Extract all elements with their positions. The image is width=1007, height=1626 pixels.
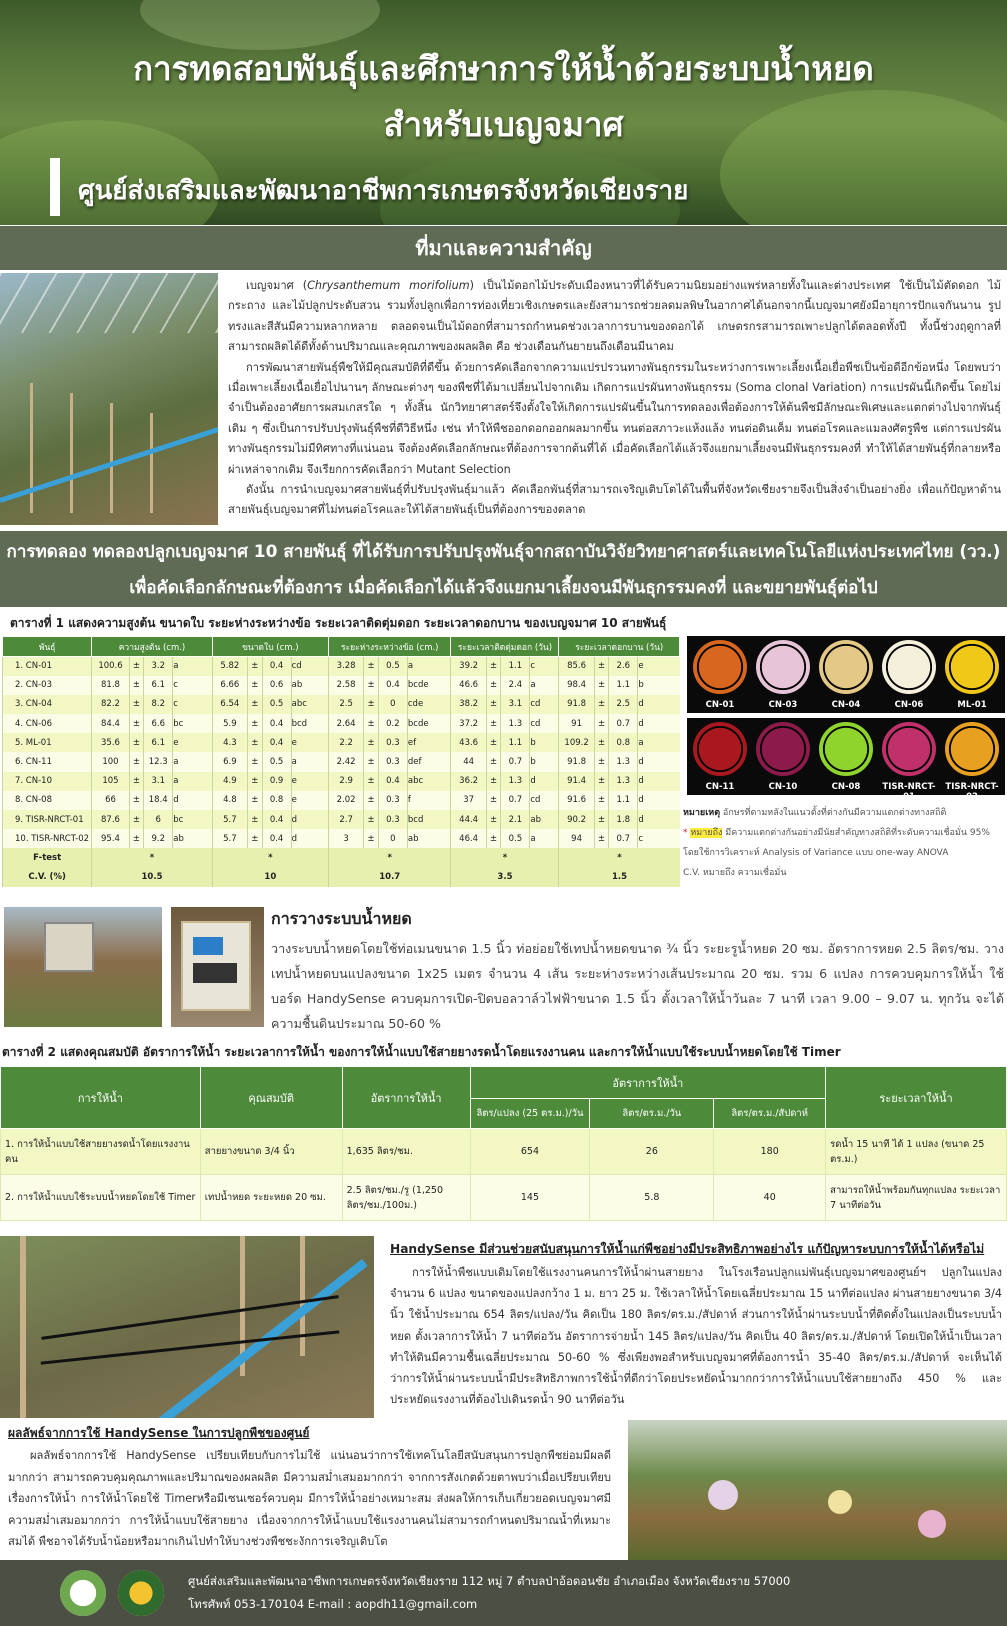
flower-label: CN-03 [768, 700, 798, 710]
table-row: 4. CN-06 84.4 ± 6.6 bc 5.9 ± 0.4 bcd 2.64 ± 0.2 bcde 37.2 ± 1.3 cd 91 ± 0.7 d [3, 714, 680, 733]
table1-caption: ตารางที่ 1 แสดงความสูงต้น ขนาดใบ ระยะห่างระหว่างข้อ ระยะเวลาติดตุ่มดอก ระยะเวลาดอกบาน ของเบญจมาศ 10 สายพันธุ์ [10, 616, 667, 630]
flower-cn-04-icon [819, 640, 873, 694]
table-summary-row: F-test * * * * * [3, 848, 680, 867]
table2-caption: ตารางที่ 2 แสดงคุณสมบัติ อัตราการให้น้ำ ระยะเวลาการให้น้ำ ของการให้น้ำแบบใช้สายยางรดน้ำโดยแรงงานคน และการให้น้ำแบบใช้ระบบน้ำหยดโดยใช้ Timer [2, 1045, 841, 1059]
t1-header-variety: พันธุ์ [3, 637, 92, 657]
note-label: หมายเหตุ [683, 808, 721, 818]
t2-header-duration: ระยะเวลาให้น้ำ [826, 1067, 1007, 1129]
footer-address: ศูนย์ส่งเสริมและพัฒนาอาชีพการเกษตรจังหวัดเชียงราย 112 หมู่ 7 ตำบลป่าอ้อดอนชัย อำเภอเมือง จังหวัดเชียงราย 57000 [188, 1574, 791, 1588]
control-box-photo [171, 907, 264, 1027]
page-title: การทดสอบพันธุ์และศึกษาการให้น้ำด้วยระบบน้ำหยด [133, 49, 874, 88]
subtitle-accent-bar [50, 158, 60, 216]
footer [0, 1560, 1007, 1626]
table1-notes: หมายเหตุ อักษรที่ตามหลังในแนวตั้งที่ต่างกันมีความแตกต่างทางสถิติ * หมายถึง มีความแตกต่างกันอย่างมีนัยสำคัญทางสถิติที่ระดับความเชื่อมั่น 95% โดยใช้การวิเคราะห์ Analysis of Variance แบบ one-way ANOVA C.V. หมายถึง ความเชื่อมั่น [683, 808, 990, 878]
table-row: 1. CN-01 100.6 ± 3.2 a 5.82 ± 0.4 cd 3.28 ± 0.5 a 39.2 ± 1.1 c 85.6 ± 2.6 e [3, 657, 680, 676]
experiment-line-1: การทดลอง ทดลองปลูกเบญจมาศ 10 สายพันธุ์ ที่ได้รับการปรับปรุงพันธุ์จากสถาบันวิจัยวิทยาศาสตร์และเทคโนโลยีแห่งประเทศไทย (วว.) [6, 542, 1001, 562]
t2-subheader-per-sqm-day: ลิตร/ตร.ม./วัน [590, 1099, 714, 1129]
flower-cn-03-icon [756, 640, 810, 694]
table-row: 10. TISR-NRCT-02 95.4 ± 9.2 ab 5.7 ± 0.4 d 3 ± 0 ab 46.4 ± 0.5 a 94 ± 0.7 c [3, 829, 680, 848]
footer-contact: โทรศัพท์ 053-170104 E-mail : aopdh11@gmail.com [188, 1597, 478, 1611]
flower-cn-10-icon [756, 722, 810, 776]
table-row: 9. TISR-NRCT-01 87.6 ± 6 bc 5.7 ± 0.4 d 2.7 ± 0.3 bcd 44.4 ± 2.1 ab 90.2 ± 1.8 d [3, 810, 680, 829]
handysense-text: การให้น้ำพืชแบบเดิมโดยใช้แรงงานคนการให้น้ำผ่านสายยาง ในโรงเรือนปลูกแม่พันธุ์เบญจมาศของศูนย์ฯ ปลูกในแปลงจำนวน 6 แปลง ขนาดของแปลงกว้าง 1 ม. ยาว 25 ม. ใช้เวลาให้น้ำโดยเฉลี่ยประมาณ 15 นาทีต่อแปลง ผ่านสายยางขนาด 3/4 นิ้ว ใช้น้ำประมาณ 654 ลิตร/แปลง/วัน คิดเป็น 180 ลิตร/ตร.ม./สัปดาห์ ส่วนการให้น้ำผ่านระบบน้ำที่ติดตั้งในแปลงเป็นระบบน้ำหยด ตั้งเวลาการให้น้ำ 7 นาทีต่อวัน อัตราการจ่ายน้ำ 145 ลิตร/แปลง/วัน คิดเป็น 40 ลิตร/ตร.ม./สัปดาห์ โดยเปิดให้น้ำเป็นเวลาทำให้ดินมีความชื้นเฉลี่ยประมาณ 50-60 % ซึ่งเพียงพอสำหรับเบญจมาศที่ต้องการน้ำ 35-40 ลิตร/ตร.ม./สัปดาห์ จะเห็นได้ว่าการให้น้ำผ่านระบบน้ำมีประสิทธิภาพการใช้น้ำที่ดีกว่าโดยประหยัดน้ำมากกว่าการให้น้ำแบบใช้สายยางถึง 450 % และประหยัดแรงงานที่ต้องไปเดินรดน้ำ 90 นาทีต่อวัน [390, 1266, 1002, 1407]
table1 [2, 636, 680, 887]
flower-label: CN-06 [894, 700, 924, 710]
t2-header-rate: อัตราการให้น้ำ [342, 1067, 470, 1129]
flower-label: CN-01 [705, 700, 735, 710]
center-logo-icon [118, 1570, 164, 1616]
handysense-heading: HandySense มีส่วนช่วยสนับสนุนการให้น้ำแก่พืชอย่างมีประสิทธิภาพอย่างไร แก้ปัญหาระบบการให้น้ำได้หรือไม่ [390, 1242, 985, 1256]
garden-photo [628, 1420, 1007, 1560]
t2-header-rate-group: อัตราการให้น้ำ [470, 1067, 826, 1099]
flower-label: CN-11 [705, 782, 735, 792]
t1-header-internode: ระยะห่างระหว่างข้อ (cm.) [328, 637, 451, 657]
flower-tisr-nrct-02-icon [945, 722, 999, 776]
experiment-banner [0, 531, 1007, 607]
t2-subheader-per-plot: ลิตร/แปลง (25 ตร.ม.)/วัน [470, 1099, 590, 1129]
t1-header-leaf: ขนาดใบ (cm.) [212, 637, 328, 657]
drip-field-photo [4, 907, 162, 1027]
t1-header-budding: ระยะเวลาติดตุ่มดอก (วัน) [451, 637, 559, 657]
table-row: 1. การให้น้ำแบบใช้สายยางรดน้ำโดยแรงงานคน สายยางขนาด 3/4 นิ้ว 1,635 ลิตร/ชม. 654 26 180 รดน้ำ 15 นาที ได้ 1 แปลง (ขนาด 25 ตร.ม.) [1, 1129, 1007, 1175]
t1-header-bloom: ระยะเวลาดอกบาน (วัน) [559, 637, 680, 657]
drip-text: วางระบบน้ำหยดโดยใช้ท่อเมนขนาด 1.5 นิ้ว ท่อย่อยใช้เทปน้ำหยดขนาด ¾ นิ้ว ระยะรูน้ำหยด 20 ซม. อัตราการหยด 2.5 ลิตร/ชม. วางเทปน้ำหยดบนแปลงขนาด 1x25 เมตร จำนวน 4 เส้น ระยะห่างระหว่างเส้นประมาณ 20 ซม. รวม 6 แปลง การควบคุมการให้น้ำ ใช้บอร์ด HandySense ควบคุมการเปิด-ปิดบอลวาล์วไฟฟ้าขนาด 1.5 นิ้ว ตั้งเวลาให้น้ำวันละ 7 นาที เวลา 9.00 – 9.07 น. ทุกวัน จะได้ความชื้นดินประมาณ 50-60 % [271, 941, 1004, 1031]
flower-label: TISR-NRCT-01 [882, 782, 936, 802]
table-row: 5. ML-01 35.6 ± 6.1 e 4.3 ± 0.4 e 2.2 ± 0.3 ef 43.6 ± 1.1 b 109.2 ± 0.8 a [3, 733, 680, 752]
background-heading: ที่มาและความสำคัญ [0, 226, 1007, 270]
flower-label: ML-01 [957, 700, 987, 710]
table-row: 3. CN-04 82.2 ± 8.2 c 6.54 ± 0.5 abc 2.5 ± 0 cde 38.2 ± 3.1 cd 91.8 ± 2.5 d [3, 695, 680, 714]
department-seal-icon [60, 1570, 106, 1616]
flower-label: CN-08 [831, 782, 861, 792]
flower-label: CN-04 [831, 700, 861, 710]
experiment-line-2: เพื่อคัดเลือกลักษณะที่ต้องการ เมื่อคัดเลือกได้แล้วจึงแยกมาเลี้ยงจนมีพันธุกรรมคงที่ และขยายพันธุ์ต่อไป [129, 578, 878, 598]
greenhouse-photo [0, 273, 218, 525]
table-row: 7. CN-10 105 ± 3.1 a 4.9 ± 0.9 e 2.9 ± 0.4 abc 36.2 ± 1.3 d 91.4 ± 1.3 d [3, 772, 680, 791]
t1-header-height: ความสูงต้น (cm.) [92, 637, 212, 657]
results-text: ผลลัพธ์จากการใช้ HandySense เปรียบเทียบกับการไม่ใช้ แน่นอนว่าการใช้เทคโนโลยีสนับสนุนการปลูกพืชย่อมมีผลดีมากกว่า สามารถควบคุมคุณภาพและปริมาณของผลผลิต มีความสม่ำเสมอมากกว่า จากการสังเกตด้วยตาพบว่าเมื่อเปรียบเทียบเรื่องการให้น้ำ การให้น้ำโดยใช้ Timerหรือมีเซนเซอร์ควบคุม มีการให้น้ำอย่างเหมาะสม ส่งผลให้การเก็บเกี่ยวยอดเบญจมาศมีความสม่ำเสมอมากกว่า การให้น้ำแบบใช้สายยาง เนื่องจากการให้น้ำแบบใช้แรงงานคนไม่สามารถกำหนดปริมาณน้ำที่เหมาะสมได้ พืชอาจได้รับน้ำน้อยหรือมากเกินไปทำให้บางช่วงพืชชะงักการเจริญเติบโต [8, 1449, 611, 1548]
results-heading: ผลลัพธ์จากการใช้ HandySense ในการปลูกพืชของศูนย์ [8, 1426, 310, 1440]
flower-tisr-nrct-01-icon [882, 722, 936, 776]
flower-ml-01-icon [945, 640, 999, 694]
organization-subtitle: ศูนย์ส่งเสริมและพัฒนาอาชีพการเกษตรจังหวัดเชียงราย [78, 176, 689, 206]
t2-subheader-per-sqm-week: ลิตร/ตร.ม./สัปดาห์ [714, 1099, 826, 1129]
flower-label: TISR-NRCT-02 [945, 782, 999, 802]
table-row: 2. การให้น้ำแบบใช้ระบบน้ำหยดโดยใช้ Timer เทปน้ำหยด ระยะหยด 20 ซม. 2.5 ลิตร/ชม./รู (1,250 ลิตร/ชม./100ม.) 145 5.8 40 สามารถให้น้ำพร้อมกันทุกแปลง ระยะเวลา 7 นาทีต่อวัน [1, 1175, 1007, 1221]
table-row: 8. CN-08 66 ± 18.4 d 4.8 ± 0.8 e 2.02 ± 0.3 f 37 ± 0.7 cd 91.6 ± 1.1 d [3, 791, 680, 810]
drip-line-photo [0, 1236, 374, 1418]
t2-header-property: คุณสมบัติ [200, 1067, 342, 1129]
drip-heading: การวางระบบน้ำหยด [271, 909, 412, 928]
table2 [0, 1066, 1007, 1221]
t2-header-method: การให้น้ำ [1, 1067, 201, 1129]
table-summary-row: C.V. (%) 10.5 10 10.7 3.5 1.5 [3, 868, 680, 887]
flower-cn-06-icon [882, 640, 936, 694]
flower-cn-08-icon [819, 722, 873, 776]
flower-cn-11-icon [693, 722, 747, 776]
flower-cn-01-icon [693, 640, 747, 694]
background-text: เบญจมาศ (Chrysanthemum morifolium) เป็นไม้ดอกไม้ประดับเมืองหนาวที่ได้รับความนิยมอย่างแพร่หลายทั้งในและต่างประเทศ ใช้เป็นไม้ตัดดอก ไม้กระถาง และไม้ปลูกประดับสวน รวมทั้งปลูกเพื่อการท่องเที่ยวเชิงเกษตรและยังสามารถช่วยลดมลพิษในอากาศได้นอกจากนี้เบญจมาศยังมีอายุการปักแจกันนาน รูปทรงและสีสันมีความหลากหลาย ตลอดจนเป็นไม้ดอกที่สามารถกำหนดช่วงเวลาการบานของดอกได้ เกษตรกรสามารถเพาะปลูกได้ตลอดทั้งปี ทั้งนี้ช่วงฤดูกาลที่สามารถผลิตได้ดีทั้งด้านปริมาณและคุณภาพของผลผลิต คือ ช่วงเดือนกันยายนถึงเดือนมีนาคม การพัฒนาสายพันธุ์พืชให้มีคุณสมบัติที่ดีขึ้น ด้วยการคัดเลือกจากความแปรปรวนทางพันธุกรรมในระหว่างการเพาะเลี้ยงเนื้อเยื่อพืชเป็นข้อดีอีกข้อหนึ่ง โดยพบว่าเมื่อเพาะเลี้ยงเนื้อเยื่อไปนานๆ ลักษณะต่างๆ ของพืชที่ได้มาเปลี่ยนไปจากเดิม เกิดการแปรผันทางพันธุกรรม (Soma clonal Variation) การแปรผันนี้เกิดขึ้น โดยไม่จำเป็นต้องอาศัยการผสมเกสรใด ๆ ทั้งสิ้น นักวิทยาศาสตร์จึงตั้งใจให้เกิดการแปรผันขึ้นในการทดลองเพื่อต้องการให้ต้นพืชมีลักษณะพิเศษและแตกต่างไปจากพันธุ์เดิม ๆ ซึ่งเป็นการปรับปรุงพันธุ์พืชที่ดีวิธีหนึ่ง เช่น ทำให้พืชออกดอกออกผลมากขึ้น ทนต่อสภาวะแห้งแล้ง ทนต่อดินเค็ม ทนต่อโรคและแมลงศัตรูพืช แต่การแปรผันทางพันธุกรรมไม่มีทิศทางที่แน่นอน จึงต้องคัดเลือกลักษณะที่ต้องการจากต้นที่ได้ เมื่อคัดเลือกได้แล้วจึงแยกมาเลี้ยงจนมีพันธุกรรมคงที่ ทำให้ได้สายพันธุ์ที่กลายหรือผ่าเหล่าจากเดิม จึงเรียกการคัดเลือกว่า Mutant Selection ดังนั้น การนำเบญจมาศสายพันธุ์ที่ปรับปรุงพันธุ์มาแล้ว คัดเลือกพันธุ์ที่สามารถเจริญเติบโตได้ในพื้นที่จังหวัดเชียงรายจึงเป็นสิ่งจำเป็นอย่างยิ่ง เพื่อแก้ปัญหาด้านสายพันธุ์เบญจมาศที่ไม่ทนต่อโรคและให้ได้สายพันธุ์เป็นที่ต้องการของตลาด [228, 279, 1002, 517]
table-row: 6. CN-11 100 ± 12.3 a 6.9 ± 0.5 a 2.42 ± 0.3 def 44 ± 0.7 b 91.8 ± 1.3 d [3, 752, 680, 771]
table-row: 2. CN-03 81.8 ± 6.1 c 6.66 ± 0.6 ab 2.58 ± 0.4 bcde 46.6 ± 2.4 a 98.4 ± 1.1 b [3, 676, 680, 695]
flower-label: CN-10 [768, 782, 798, 792]
page-title-line2: สำหรับเบญจมาศ [383, 105, 624, 144]
